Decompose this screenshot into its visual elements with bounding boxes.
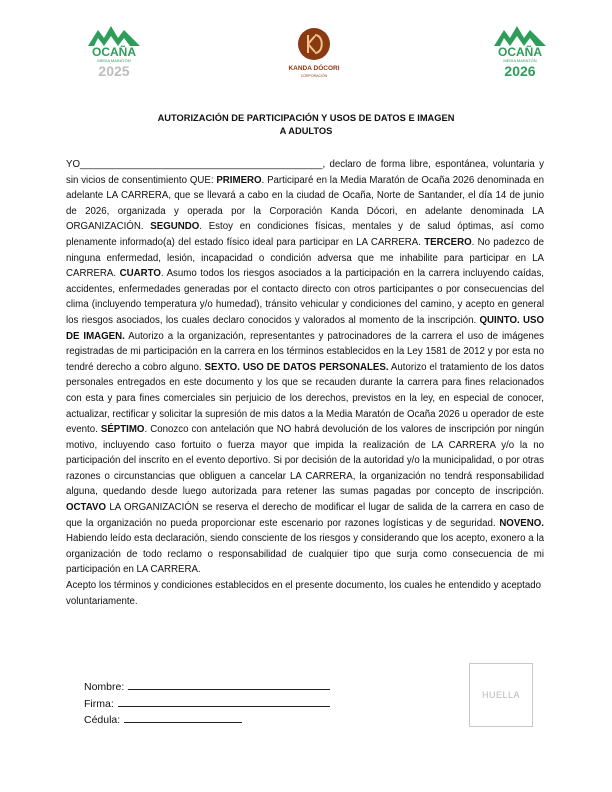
media-maraton-ocana-2026-logo: [490, 24, 550, 80]
text-p3: . Estoy en condiciones físicas, mentales y de salud óptimas, así como plenamente informado(a) del estado físico ideal para participar en LA CARRERA.: [66, 221, 545, 248]
kanda-docori-logo: [282, 26, 346, 86]
fingerprint-box: [469, 663, 533, 727]
closing-statement: Acepto los términos y condiciones establecidos en el presente documento, los cuales he entendido y aceptado voluntariamente.: [66, 580, 541, 607]
document-title: AUTORIZACIÓN DE PARTICIPACIÓN Y USOS DE DATOS E IMAGEN: [157, 113, 455, 123]
clause-tercero: TERCERO: [424, 236, 472, 248]
text-p6: Autorizo a la organización, representantes y patrocinadores de la carrera el uso de imágenes registradas de mi participación en la carrera en los términos establecidos en la Ley 1581 de 2012 y por esta no tendré derecho a cobro alguno.: [66, 330, 544, 373]
logo-left-subtitle: MEDIA MARATÓN: [97, 58, 131, 63]
clause-noveno: NOVENO.: [499, 517, 544, 529]
cedula-line[interactable]: [124, 711, 242, 723]
cedula-field[interactable]: [84, 711, 242, 727]
logo-right-year: 2026: [504, 63, 536, 79]
clause-segundo: SEGUNDO: [150, 221, 200, 233]
logo-right-subtitle: MEDIA MARATÓN: [503, 58, 537, 63]
clause-octavo: OCTAVO: [66, 502, 107, 514]
huella-label: HUELLA: [481, 690, 520, 700]
text-p1: , declaro de forma libre, espontánea, voluntaria y sin vicios de consentimiento QUE:: [66, 159, 544, 186]
nombre-field[interactable]: [84, 678, 330, 694]
document-subtitle: A ADULTOS: [279, 126, 333, 136]
logo-left-name: OCAÑA: [92, 45, 136, 59]
text-p10: Habiendo leído esta declaración, siendo consciente de los riesgos y considerando que los acepto, exonero a la organización de todo reclamo o responsabilidad de cualquier tipo que surja como consecuencia de mi participación en LA CARRERA.: [66, 533, 544, 576]
firma-field[interactable]: [84, 695, 330, 711]
text-p7: Autorizo el tratamiento de los datos personales entregados en este documento y los que se recauden durante la carrera para fines relacionados con esta y para fines comerciales sin perjuicio de los derechos, previstos en la ley, en especial de conocer, actualizar, rectificar y solicitar la supresión de mis datos a la Media Maratón de Ocaña 2026 u operador de este evento.: [66, 361, 544, 436]
firma-label: Firma:: [84, 698, 114, 710]
clause-septimo: SÉPTIMO: [100, 424, 145, 436]
nombre-label: Nombre:: [84, 681, 125, 693]
clause-primero: PRIMERO: [216, 174, 262, 186]
text-p8: . Conozco con antelación que NO habrá devolución de los valores de inscripción por ningún motivo, incluyendo caso fortuito o fuerza mayor que impida la realización de LA CARRERA y/o la no participación del inscrito en el evento deportivo. Si por decisión de la autoridad y/o la municipalidad, o por otras razones o circunstancias que obliguen a cancelar LA CARRERA, la organización no tendrá responsabilidad alguna, quedando desde luego autorizada para retener las sumas pagadas por concepto de inscripción.: [66, 424, 544, 498]
text-p2: . Participaré en la Media Maratón de Ocaña 2026 denominada en adelante LA CARRERA, que se llevará a cabo en la ciudad de Ocaña, Norte de Santander, el día 14 de junio de 2026, organizada y operada por la Corporación Kanda Dócori, en adelante denominada LA ORGANIZACIÓN.: [66, 174, 544, 233]
media-maraton-ocana-2025-logo: [84, 24, 144, 80]
logo-right-name: OCAÑA: [498, 45, 542, 59]
name-blank: _____________________________________________: [80, 159, 323, 170]
text-p9: LA ORGANIZACIÓN se reserva el derecho de modificar el lugar de salida de la carrera en caso de que la organización no pueda proporcionar este escenario por razones logísticas y de seguridad.: [66, 502, 544, 529]
text-p5: . Asumo todos los riesgos asociados a la participación en la carrera incluyendo caídas, accidentes, enfermedades generadas por el contacto directo con otros participantes o por consecuencias del clima (incluyendo temperatura y/o humedad), tránsito vehicular y condiciones del camino, y acepto en general los riesgos asociados, los cuales declaro conocidos y valorados al momento de la inscripción.: [66, 268, 544, 326]
nombre-line[interactable]: [128, 678, 330, 690]
clause-cuarto: CUARTO: [119, 268, 161, 280]
yo-label: YO: [66, 159, 80, 170]
logo-center-subtitle: CORPORACIÓN: [300, 74, 328, 78]
firma-line[interactable]: [118, 695, 330, 707]
clause-sexto: SEXTO. USO DE DATOS PERSONALES.: [204, 361, 389, 373]
logo-left-year: 2025: [98, 63, 130, 79]
logo-center-name: KANDA DÓCORI: [288, 65, 340, 72]
clause-quinto: QUINTO. USO DE IMAGEN.: [66, 314, 545, 342]
declaration-paragraph: [66, 157, 544, 578]
text-p4: . No padezco de ninguna enfermedad, lesión, incapacidad o condición adversa que me inhabilite para participar en LA CARRERA.: [66, 236, 544, 280]
declaration-body: [66, 157, 544, 609]
cedula-label: Cédula:: [84, 714, 121, 726]
